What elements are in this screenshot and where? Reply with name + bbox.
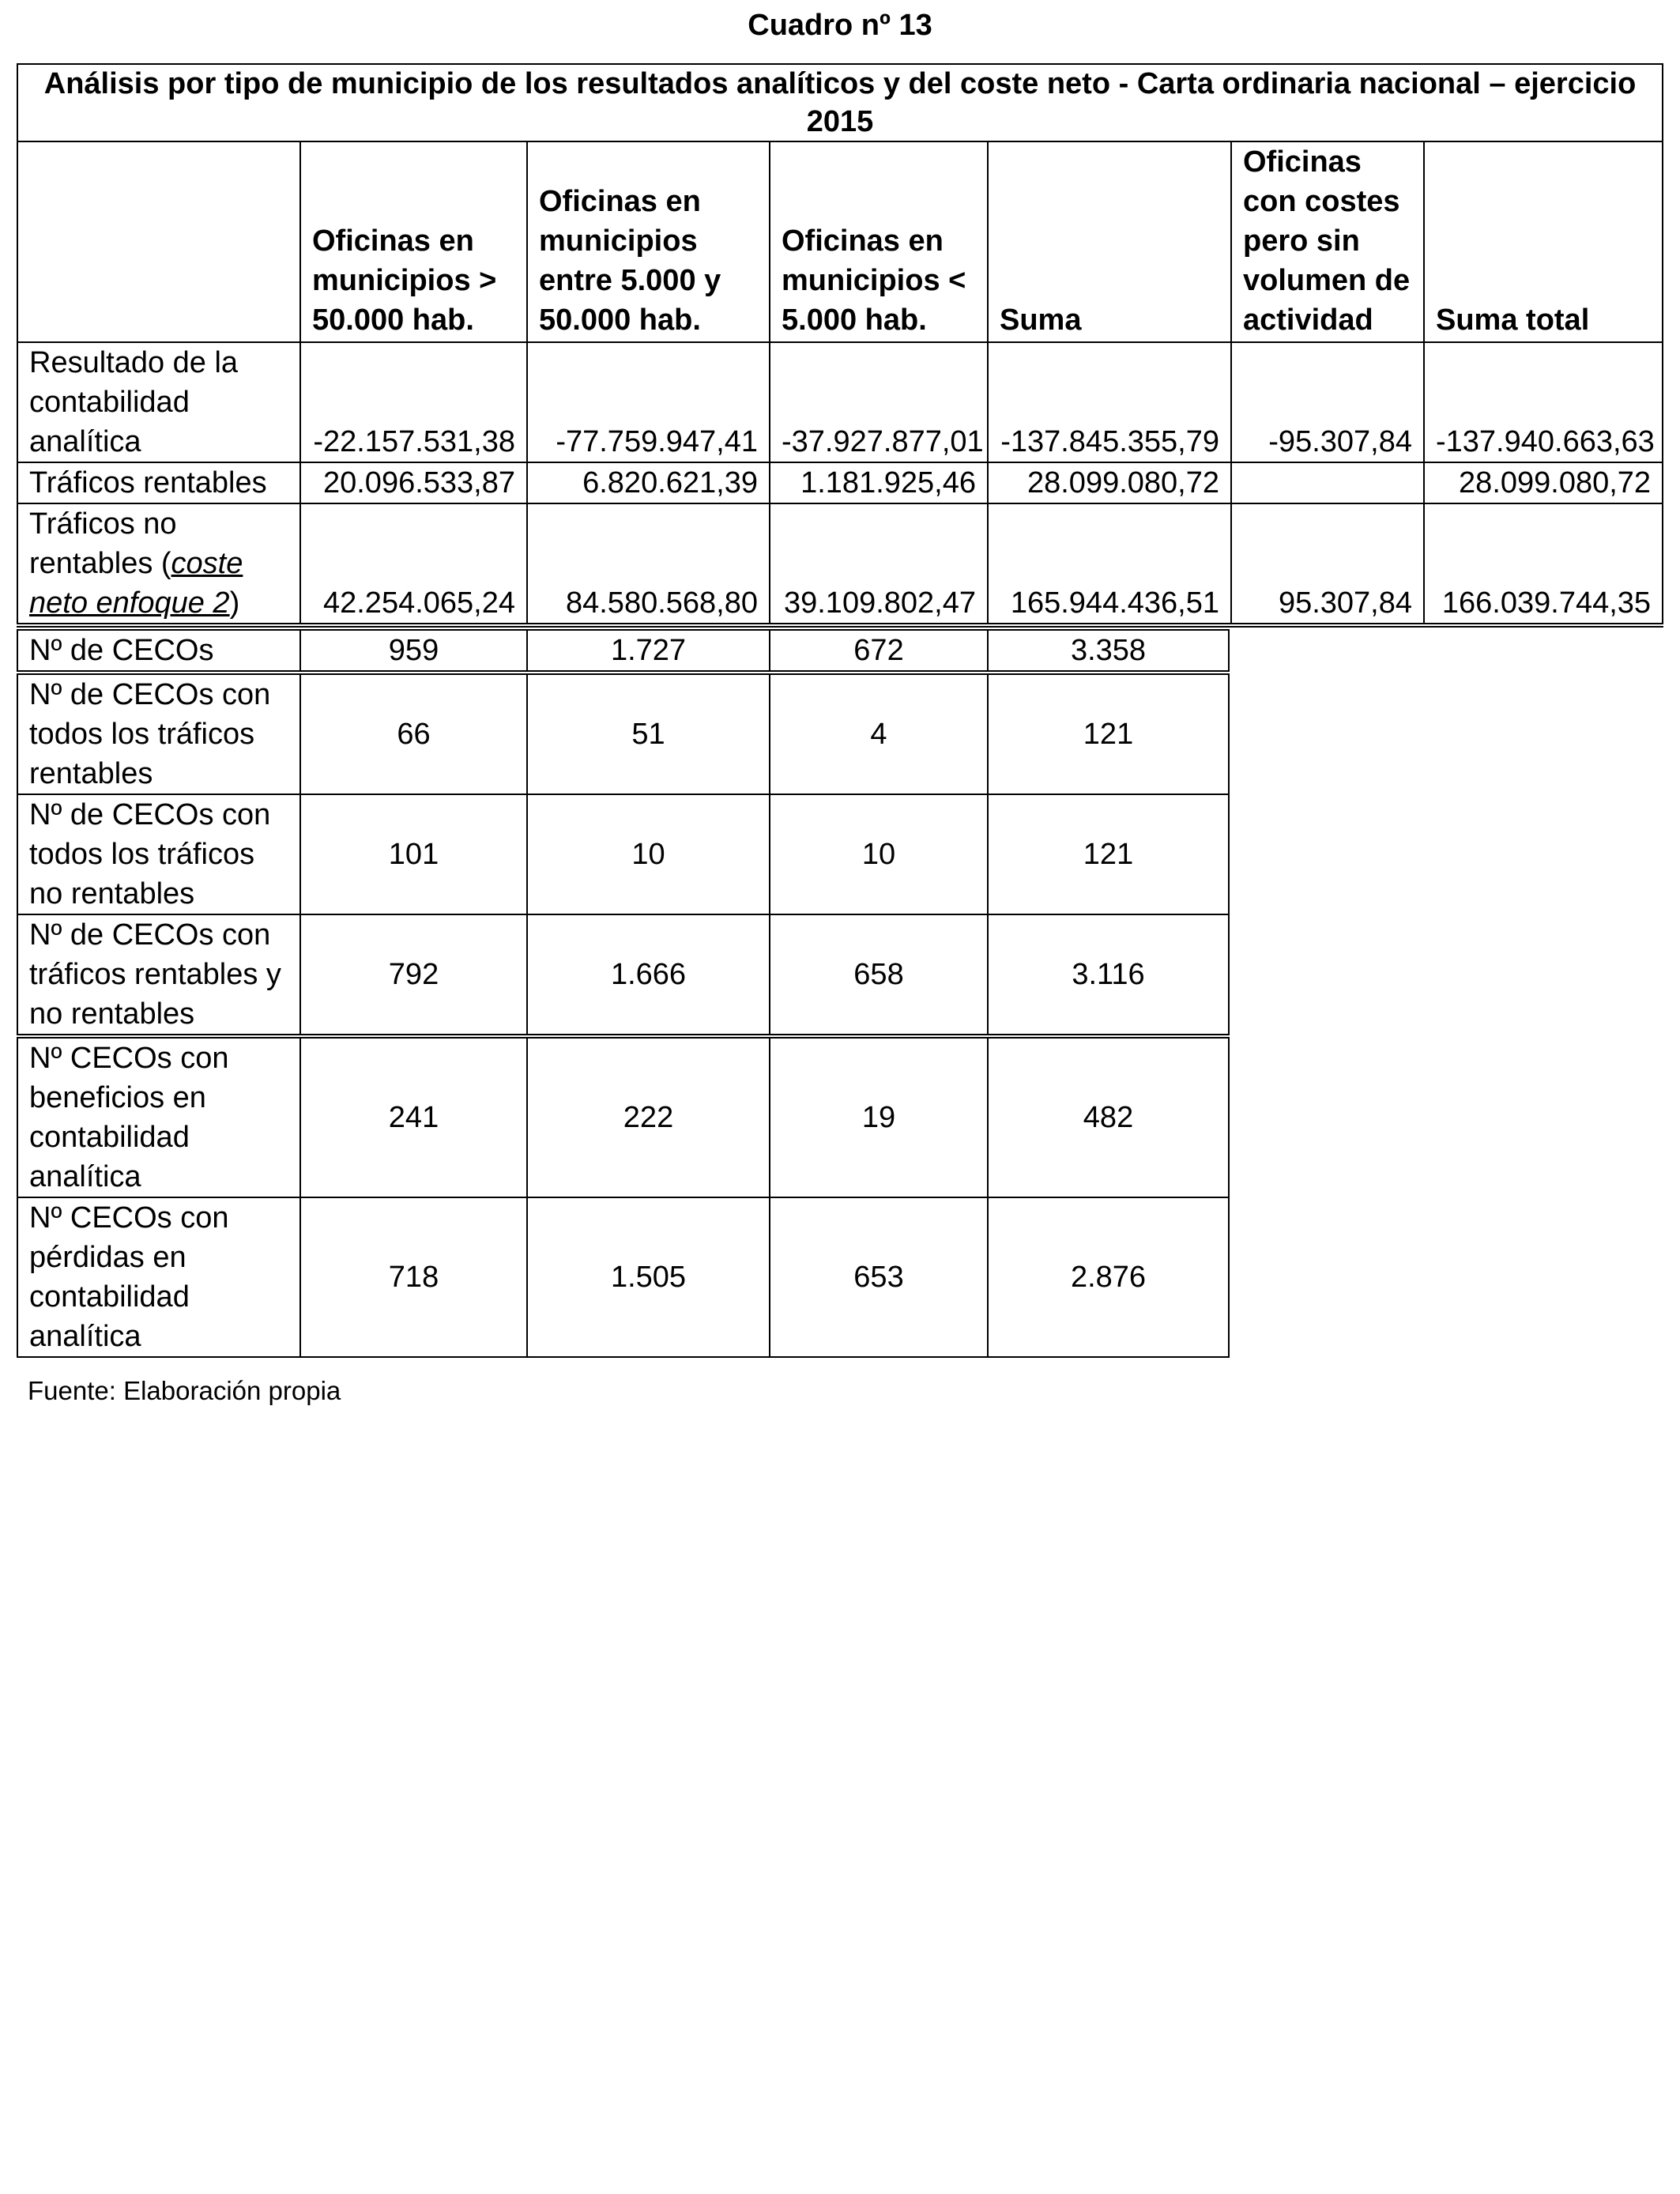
row-label: Nº CECOs con pérdidas en contabilidad analítica	[17, 1197, 300, 1357]
value-cell: 6.820.621,39	[527, 462, 770, 503]
value-cell: -77.759.947,41	[527, 342, 770, 462]
row-label: Nº de CECOs con todos los tráficos rentables	[17, 673, 300, 794]
header-cell: Oficinas en municipios > 50.000 hab.	[300, 141, 527, 342]
value-cell: 672	[770, 630, 988, 673]
value-cell: 3.358	[988, 630, 1229, 673]
value-cell: -95.307,84	[1231, 342, 1424, 462]
value-cell: -37.927.877,01	[770, 342, 988, 462]
row-label: Nº de CECOs con tráficos rentables y no rentables	[17, 914, 300, 1036]
value-cell: 39.109.802,47	[770, 503, 988, 625]
value-cell: 121	[988, 673, 1229, 794]
value-cell: 241	[300, 1036, 527, 1197]
value-cell	[1231, 462, 1424, 503]
value-cell: 1.666	[527, 914, 770, 1036]
value-cell: 20.096.533,87	[300, 462, 527, 503]
header-cell: Oficinas en municipios < 5.000 hab.	[770, 141, 988, 342]
value-cell: -137.845.355,79	[988, 342, 1231, 462]
value-cell: 1.181.925,46	[770, 462, 988, 503]
value-cell: 222	[527, 1036, 770, 1197]
table-row	[17, 794, 1229, 914]
source-note: Fuente: Elaboración propia	[28, 1376, 341, 1405]
value-cell: 3.116	[988, 914, 1229, 1036]
results-table	[17, 63, 1663, 628]
header-cell: Suma	[988, 141, 1231, 342]
table-row	[17, 630, 1229, 673]
table-row	[17, 503, 1663, 625]
table-row	[17, 462, 1663, 503]
header-cell: Suma total	[1424, 141, 1663, 342]
table-row	[17, 342, 1663, 462]
value-cell: 66	[300, 673, 527, 794]
value-cell: 28.099.080,72	[1424, 462, 1663, 503]
row-label-emphasis: coste neto enfoque 2	[29, 547, 243, 620]
value-cell: 165.944.436,51	[988, 503, 1231, 625]
table-title: Análisis por tipo de municipio de los resultados analíticos y del coste neto - Carta ordinaria nacional – ejercicio 2015	[17, 64, 1663, 141]
row-label: Tráficos rentables	[17, 462, 300, 503]
value-cell: 4	[770, 673, 988, 794]
value-cell: 482	[988, 1036, 1229, 1197]
value-cell: 2.876	[988, 1197, 1229, 1357]
table-container	[17, 63, 1662, 1408]
row-label: Nº de CECOs con todos los tráficos no rentables	[17, 794, 300, 914]
value-cell: 718	[300, 1197, 527, 1357]
row-label: Nº CECOs con beneficios en contabilidad analítica	[17, 1036, 300, 1197]
value-cell: 121	[988, 794, 1229, 914]
header-cell: Oficinas en municipios entre 5.000 y 50.000 hab.	[527, 141, 770, 342]
value-cell: 84.580.568,80	[527, 503, 770, 625]
value-cell: 51	[527, 673, 770, 794]
value-cell: 95.307,84	[1231, 503, 1424, 625]
value-cell: 166.039.744,35	[1424, 503, 1663, 625]
header-cell-empty	[17, 141, 300, 342]
value-cell: 1.505	[527, 1197, 770, 1357]
row-label: Resultado de la contabilidad analítica	[17, 342, 300, 462]
value-cell: 792	[300, 914, 527, 1036]
value-cell: 1.727	[527, 630, 770, 673]
value-cell: 28.099.080,72	[988, 462, 1231, 503]
value-cell: 959	[300, 630, 527, 673]
value-cell: -22.157.531,38	[300, 342, 527, 462]
value-cell: 10	[770, 794, 988, 914]
row-label: Nº de CECOs	[17, 630, 300, 673]
table-row	[17, 914, 1229, 1036]
row-label-prefix: Tráficos no rentables (	[29, 507, 177, 580]
table-row	[17, 1197, 1229, 1357]
value-cell: 42.254.065,24	[300, 503, 527, 625]
value-cell: 658	[770, 914, 988, 1036]
value-cell: 653	[770, 1197, 988, 1357]
value-cell: -137.940.663,63	[1424, 342, 1663, 462]
value-cell: 101	[300, 794, 527, 914]
counts-table	[17, 629, 1230, 1358]
table-row	[17, 1036, 1229, 1197]
table-row	[17, 673, 1229, 794]
table-caption: Cuadro nº 13	[748, 9, 932, 42]
value-cell: 10	[527, 794, 770, 914]
row-label-suffix: )	[229, 586, 240, 620]
row-label	[17, 503, 300, 625]
header-cell: Oficinas con costes pero sin volumen de actividad	[1231, 141, 1424, 342]
value-cell: 19	[770, 1036, 988, 1197]
